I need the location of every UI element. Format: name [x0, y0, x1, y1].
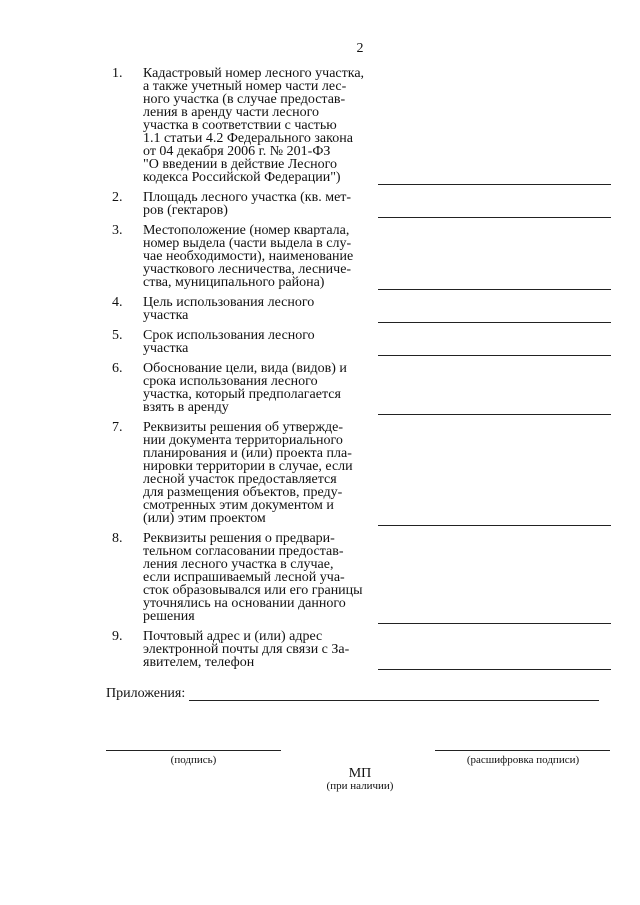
- item-1-fill-line[interactable]: [378, 184, 611, 185]
- stamp-label: МП: [348, 766, 372, 781]
- signature-decoding-caption: (расшифровка подписи): [466, 754, 580, 766]
- item-number: 7.: [112, 420, 123, 435]
- form-item-9: [112, 630, 612, 669]
- form-item-6: [112, 362, 612, 414]
- item-number: 1.: [112, 66, 123, 81]
- item-8-fill-line[interactable]: [378, 623, 611, 624]
- form-item-4: [112, 296, 612, 322]
- item-label: Срок использования лесного участка: [143, 328, 315, 356]
- item-number: 5.: [112, 328, 123, 343]
- signature-decoding-line[interactable]: [435, 750, 610, 751]
- attachments-label: Приложения:: [106, 686, 186, 701]
- item-label: Обоснование цели, вида (видов) и срока использования лесного участка, который предполагается взять в аренду: [143, 361, 347, 415]
- item-number: 8.: [112, 531, 123, 546]
- item-number: 3.: [112, 223, 123, 238]
- item-4-fill-line[interactable]: [378, 322, 611, 323]
- item-label: Реквизиты решения о предвари- тельном согласовании предостав- ления лесного участка в случае, если испрашиваемый лесной уча- сток образовывался или его границы уточнялись на основании данного решения: [143, 531, 363, 624]
- item-7-fill-line[interactable]: [378, 525, 611, 526]
- item-label: Реквизиты решения об утвержде- нии документа территориального планирования и (или) проекта пла- нировки территории в случае, если лесной участок предоставляется для размещения объектов, преду- смотренных этим документом и (или) этим проектом: [143, 420, 353, 526]
- item-label: Кадастровый номер лесного участка, а также учетный номер части лес- ного участка (в случае предостав- ления в аренду части лесного участка в соответствии с частью 1.1 статьи 4.2 Федерального закона от 04 декабря 2006 г. № 201-ФЗ "О введении в действие Лесного кодекса Российской Федерации"): [143, 66, 365, 185]
- item-number: 6.: [112, 361, 123, 376]
- item-label: Цель использования лесного участка: [143, 295, 315, 323]
- item-number: 9.: [112, 629, 123, 644]
- item-3-fill-line[interactable]: [378, 289, 611, 290]
- attachments-row: [106, 687, 606, 701]
- form-item-3: [112, 224, 612, 289]
- stamp-note: (при наличии): [326, 780, 394, 792]
- item-9-fill-line[interactable]: [378, 669, 611, 670]
- item-label: Местоположение (номер квартала, номер выдела (части выдела в слу- чае необходимости), наименование участкового лесничества, лесниче- ства, муниципального района): [143, 223, 354, 290]
- item-number: 4.: [112, 295, 123, 310]
- signature-line[interactable]: [106, 750, 281, 751]
- attachments-fill-line[interactable]: [189, 700, 599, 701]
- form-item-7: [112, 421, 612, 525]
- page-number: 2: [356, 41, 364, 56]
- item-6-fill-line[interactable]: [378, 414, 611, 415]
- form-item-5: [112, 329, 612, 355]
- item-label: Площадь лесного участка (кв. мет- ров (гектаров): [143, 190, 352, 218]
- form-item-8: [112, 532, 612, 623]
- form-item-1: [112, 67, 612, 184]
- form-item-2: [112, 191, 612, 217]
- item-5-fill-line[interactable]: [378, 355, 611, 356]
- item-2-fill-line[interactable]: [378, 217, 611, 218]
- item-number: 2.: [112, 190, 123, 205]
- signature-caption: (подпись): [170, 754, 217, 766]
- form-items: [112, 67, 612, 676]
- item-label: Почтовый адрес и (или) адрес электронной почты для связи с За- явителем, телефон: [143, 629, 350, 670]
